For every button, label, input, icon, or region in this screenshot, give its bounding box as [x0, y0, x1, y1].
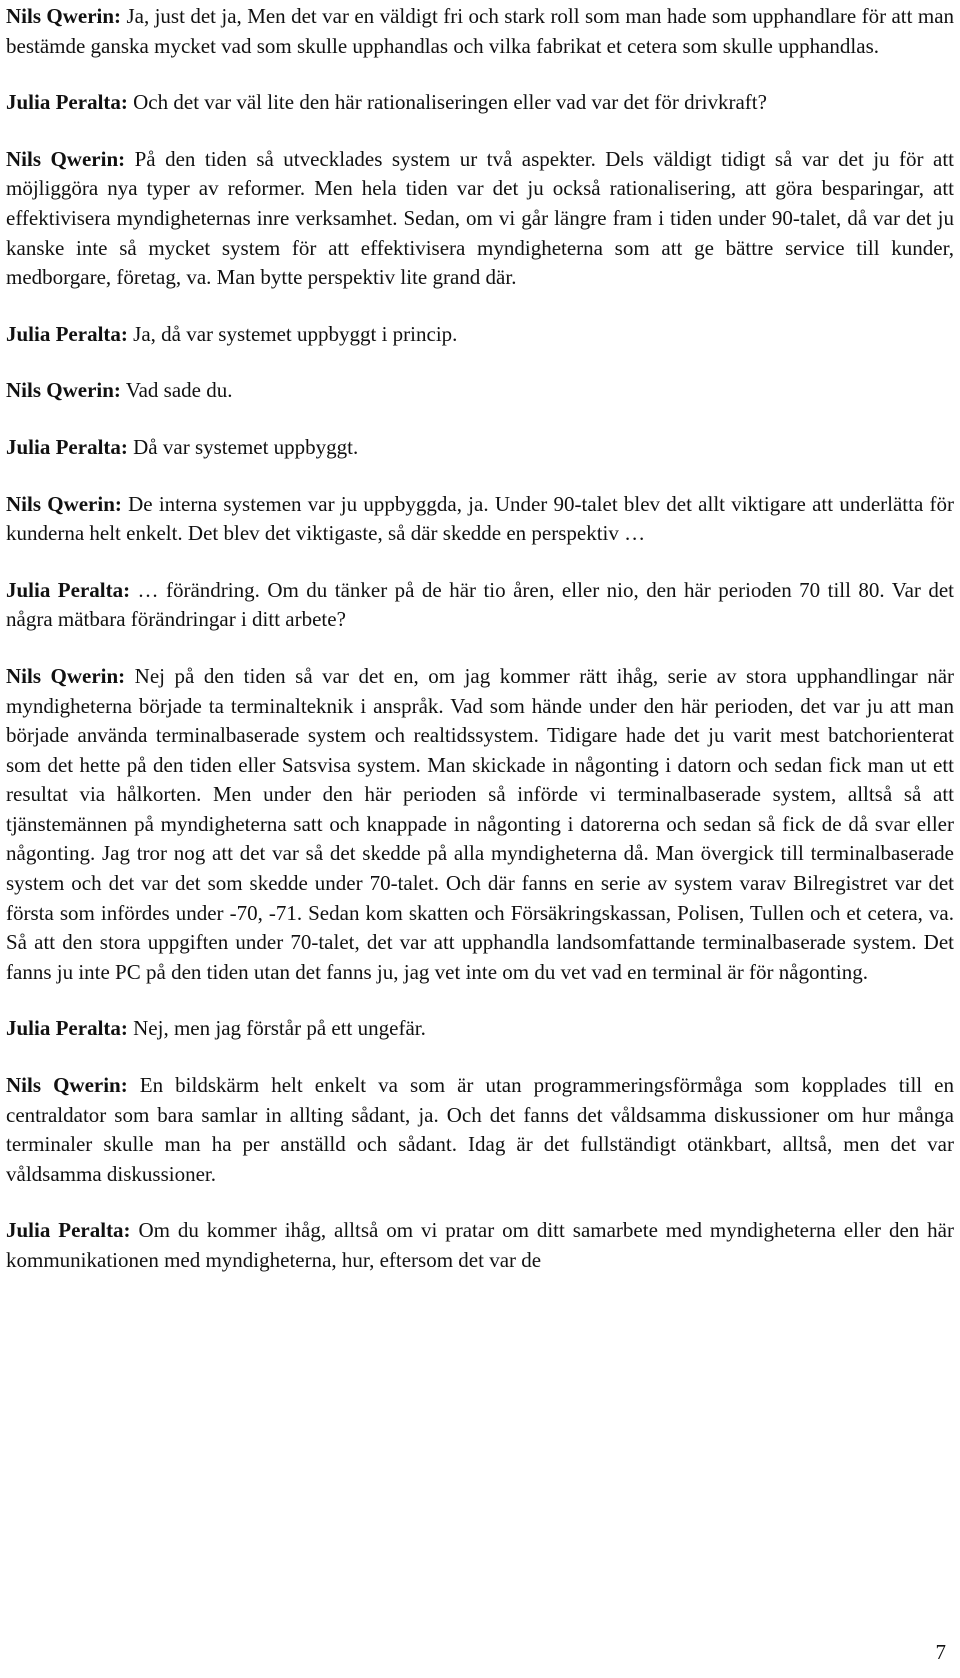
speaker-label: Nils Qwerin:	[6, 663, 126, 688]
transcript-paragraph	[6, 490, 954, 549]
speaker-label: Julia Peralta:	[6, 434, 128, 459]
transcript-paragraph	[6, 433, 954, 463]
utterance-text: Och det var väl lite den här rationaliseringen eller vad var det för drivkraft?	[127, 90, 767, 115]
utterance-text: På den tiden så utvecklades system ur två aspekter. Dels väldigt tidigt så var det ju för att möjliggöra nya typer av reformer. Men hela tiden var det ju också rationalisering, att göra besparingar, att effektivisera myndigheternas inre verksamhet. Sedan, om vi går längre fram i tiden under 90-talet, då var det ju kanske inte så mycket system för att effektivisera myndigheterna som att ge bättre service till kunder, medborgare, företag, va. Man bytte perspektiv lite grand där.	[6, 146, 955, 290]
transcript-page	[6, 2, 954, 1303]
utterance-text: Nej på den tiden så var det en, om jag kommer rätt ihåg, serie av stora upphandlingar när myndigheterna började ta terminalteknik i anspråk. Vad som hände under den här perioden, det var ju att man började använda terminalbaserade system och realtidssystem. Tidigare hade det ju varit mest batchorienterat som det hette på den tiden eller Satsvisa system. Man skickade in någonting i datorn och sedan fick man ut ett resultat via hålkorten. Men under den här perioden så införde vi terminalbaserade system, alltså så att tjänstemännen på myndigheterna satt och knappade in någonting i datorerna och sedan så fick de då svar eller någonting. Jag tror nog att det var så det skedde på alla myndigheterna då. Man övergick till terminalbaserade system och det var det som skedde under 70-talet. Och där fanns en serie av system varav Bilregistret var det första som infördes under -70, -71. Sedan kom skatten och Försäkringskassan, Polisen, Tullen och et cetera, va. Så att den stora uppgiften under 70-talet, det var att upphandla landsomfattande terminalbaserade system. Det fanns ju inte PC på den tiden utan det fanns ju, jag vet inte om du vet vad en terminal är för någonting.	[6, 663, 955, 984]
transcript-paragraph	[6, 662, 954, 988]
speaker-label: Julia Peralta:	[6, 1016, 128, 1041]
transcript-paragraph	[6, 376, 954, 406]
transcript-paragraph	[6, 576, 954, 635]
transcript-paragraph	[6, 88, 954, 118]
utterance-text: Om du kommer ihåg, alltså om vi pratar om ditt samarbete med myndigheterna eller den här kommunikationen med myndigheterna, hur, eftersom det var de	[6, 1218, 954, 1272]
transcript-paragraph	[6, 320, 954, 350]
transcript-paragraph	[6, 1216, 954, 1275]
transcript-paragraph	[6, 1014, 954, 1044]
utterance-text: Nej, men jag förstår på ett ungefär.	[127, 1016, 426, 1041]
speaker-label: Julia Peralta:	[6, 321, 128, 346]
speaker-label: Julia Peralta:	[6, 90, 128, 115]
utterance-text: En bildskärm helt enkelt va som är utan programmeringsförmåga som kopplades till en centraldator som bara samlar in allting sådant, ja. Och det fanns det våldsamma diskussioner om hur många terminaler skulle man ha per anställd och sådant. Idag är det fullständigt otänkbart, alltså, men det var våldsamma diskussioner.	[6, 1073, 954, 1186]
utterance-text: Vad sade du.	[120, 378, 233, 403]
transcript-paragraph	[6, 2, 954, 61]
speaker-label: Julia Peralta:	[6, 577, 131, 602]
page-number: 7	[935, 1640, 946, 1664]
utterance-text: Ja, just det ja, Men det var en väldigt fri och stark roll som man hade som upphandlare för att man bestämde ganska mycket vad som skulle upphandlas och vilka fabrikat et cetera som skulle upphandlas.	[6, 4, 955, 58]
speaker-label: Julia Peralta:	[6, 1218, 131, 1243]
speaker-label: Nils Qwerin:	[6, 491, 122, 516]
transcript-paragraph	[6, 145, 954, 293]
utterance-text: Ja, då var systemet uppbyggt i princip.	[127, 321, 458, 346]
speaker-label: Nils Qwerin:	[6, 146, 126, 171]
speaker-label: Nils Qwerin:	[6, 1073, 128, 1098]
transcript-paragraph	[6, 1071, 954, 1189]
utterance-text: Då var systemet uppbyggt.	[127, 434, 359, 459]
utterance-text: … förändring. Om du tänker på de här tio åren, eller nio, den här perioden 70 till 80. Var det några mätbara förändringar i ditt arbete?	[6, 577, 954, 632]
speaker-label: Nils Qwerin:	[6, 4, 122, 28]
utterance-text: De interna systemen var ju uppbyggda, ja. Under 90-talet blev det allt viktigare att underlätta för kunderna helt enkelt. Det blev det viktigaste, så där skedde en perspektiv …	[6, 491, 954, 546]
speaker-label: Nils Qwerin:	[6, 378, 121, 403]
